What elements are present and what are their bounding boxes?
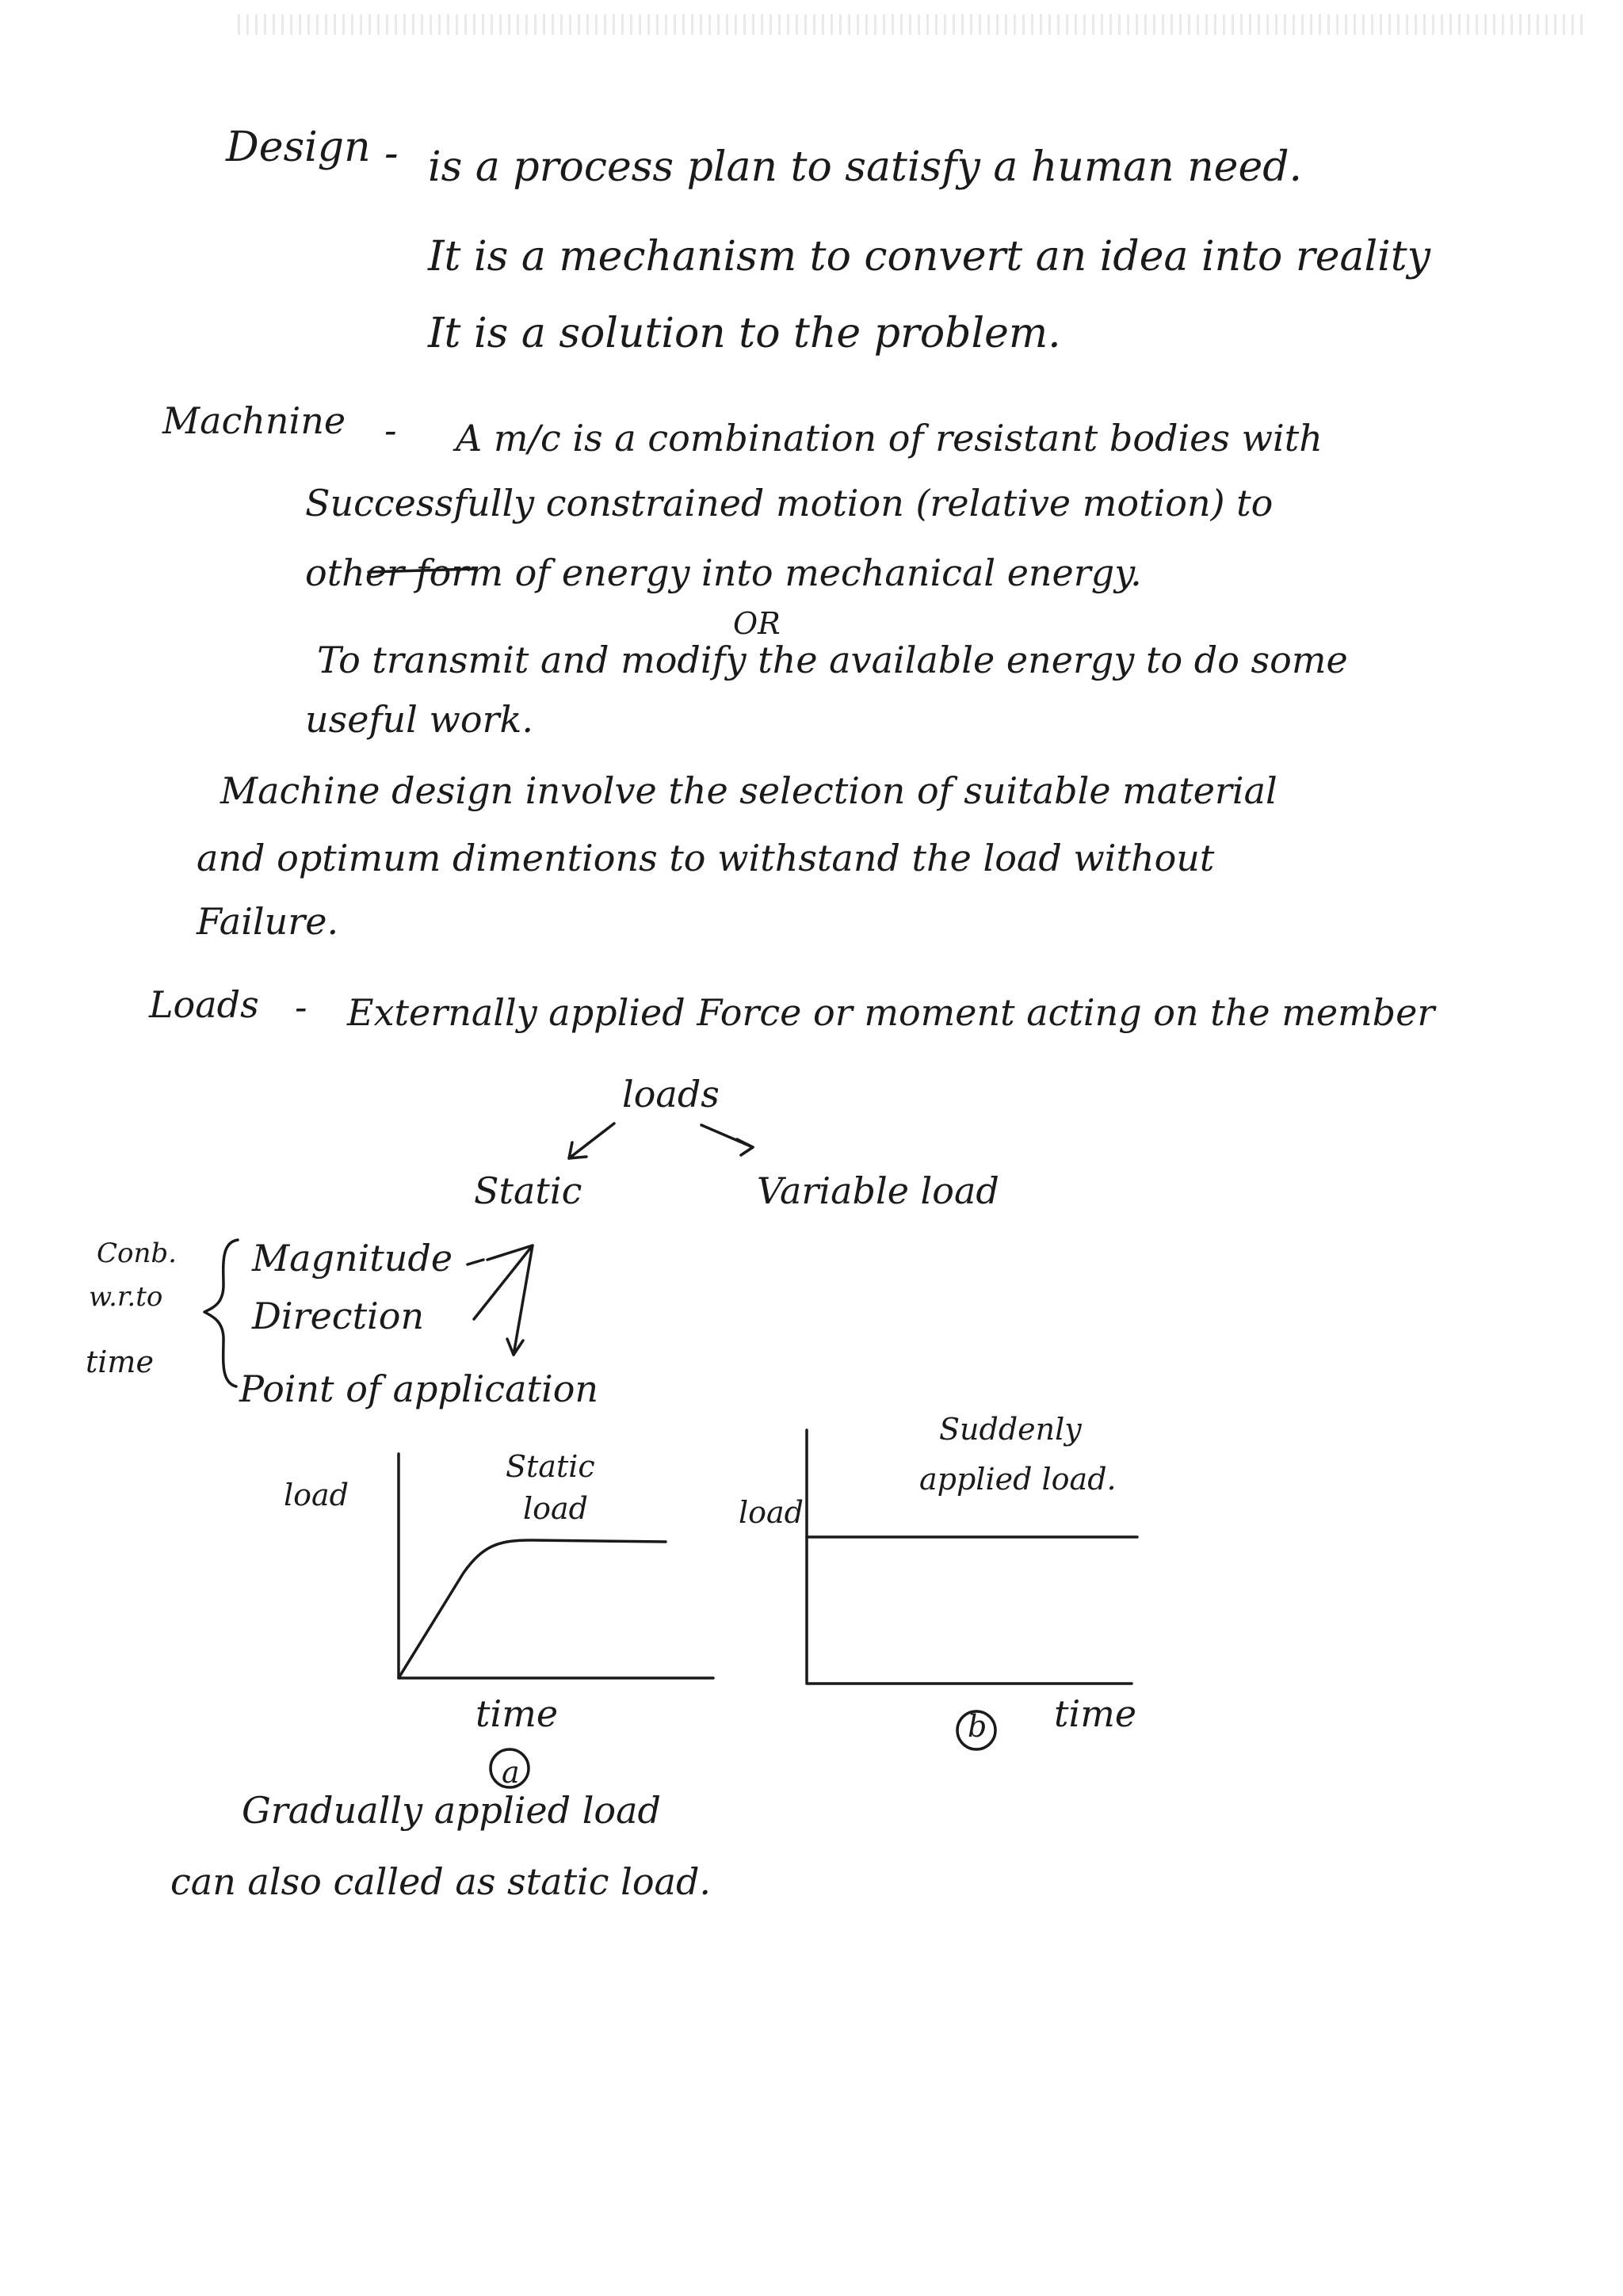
strike-mark (369, 569, 475, 572)
magnitude-arrow-tip (468, 1260, 483, 1264)
graph-a-curve-label-1: Static (506, 1449, 595, 1484)
machine-term: Machnine (162, 399, 346, 442)
design-line-2: It is a mechanism to convert an idea into reality (428, 233, 1431, 280)
bracket-side-1: Conb. (97, 1238, 177, 1269)
graph-b-ylabel: load (739, 1495, 804, 1530)
bracket-side-2: w.r.to (89, 1281, 163, 1313)
machine-line-1: A m/c is a combination of resistant bodies with (456, 417, 1323, 460)
graph-a-ylabel: load (284, 1478, 349, 1512)
graph-b-tag: b (968, 1709, 987, 1744)
bracket-item-point: Point of application (239, 1367, 599, 1410)
machine-design-line-1: Machine design involve the selection of suitable material (220, 769, 1277, 812)
loads-branch-variable: Variable load (757, 1169, 999, 1212)
graph-a-tag: a (502, 1755, 520, 1790)
loads-dash: - (295, 986, 307, 1028)
design-line-3: It is a solution to the problem. (428, 310, 1061, 357)
link-arrows (487, 1245, 533, 1355)
machine-dash: - (384, 409, 397, 452)
graph-b-curve-label-1: Suddenly (939, 1412, 1082, 1447)
graph-b-curve-label-2: applied load. (919, 1462, 1117, 1497)
machine-or: OR (733, 606, 781, 641)
graph-a-tag-circle (491, 1749, 529, 1790)
bracket-item-magnitude: Magnitude (252, 1237, 453, 1280)
design-term: Design (226, 124, 371, 171)
graph-a-xlabel: time (475, 1692, 559, 1735)
notes-line-2: can also called as static load. (170, 1860, 712, 1903)
design-dash: - (384, 130, 399, 177)
loads-definition: Externally applied Force or moment acting on the member (347, 991, 1435, 1034)
machine-line-2: Successfully constrained motion (relative motion) to (305, 482, 1274, 524)
arrow-variable-head (737, 1139, 753, 1155)
arrow-static (569, 1123, 614, 1158)
notes-line-1: Gradually applied load (242, 1789, 661, 1832)
graph-a-curve (399, 1540, 666, 1678)
curly-bracket (204, 1240, 238, 1386)
bracket-item-direction: Direction (252, 1295, 425, 1337)
graph-a-axes (399, 1454, 713, 1678)
design-line-1: is a process plan to satisfy a human need. (428, 143, 1303, 191)
bracket-side-3: time (86, 1344, 154, 1379)
machine-design-line-3: Failure. (197, 900, 339, 943)
graph-a-curve-label-2: load (523, 1491, 589, 1526)
machine-line-5: useful work. (305, 698, 533, 741)
graph-b-xlabel: time (1054, 1692, 1137, 1735)
loads-root: loads (622, 1073, 720, 1116)
loads-branch-static: Static (474, 1169, 582, 1212)
machine-line-3: other form of energy into mechanical energy. (305, 551, 1142, 594)
loads-term: Loads (149, 983, 259, 1026)
machine-design-line-2: and optimum dimentions to withstand the load without (197, 837, 1215, 879)
graph-b-tag-circle (957, 1711, 995, 1749)
direction-link (474, 1245, 533, 1319)
graph-b-axes (807, 1430, 1132, 1684)
machine-line-4: To transmit and modify the available energy to do some (317, 639, 1348, 681)
